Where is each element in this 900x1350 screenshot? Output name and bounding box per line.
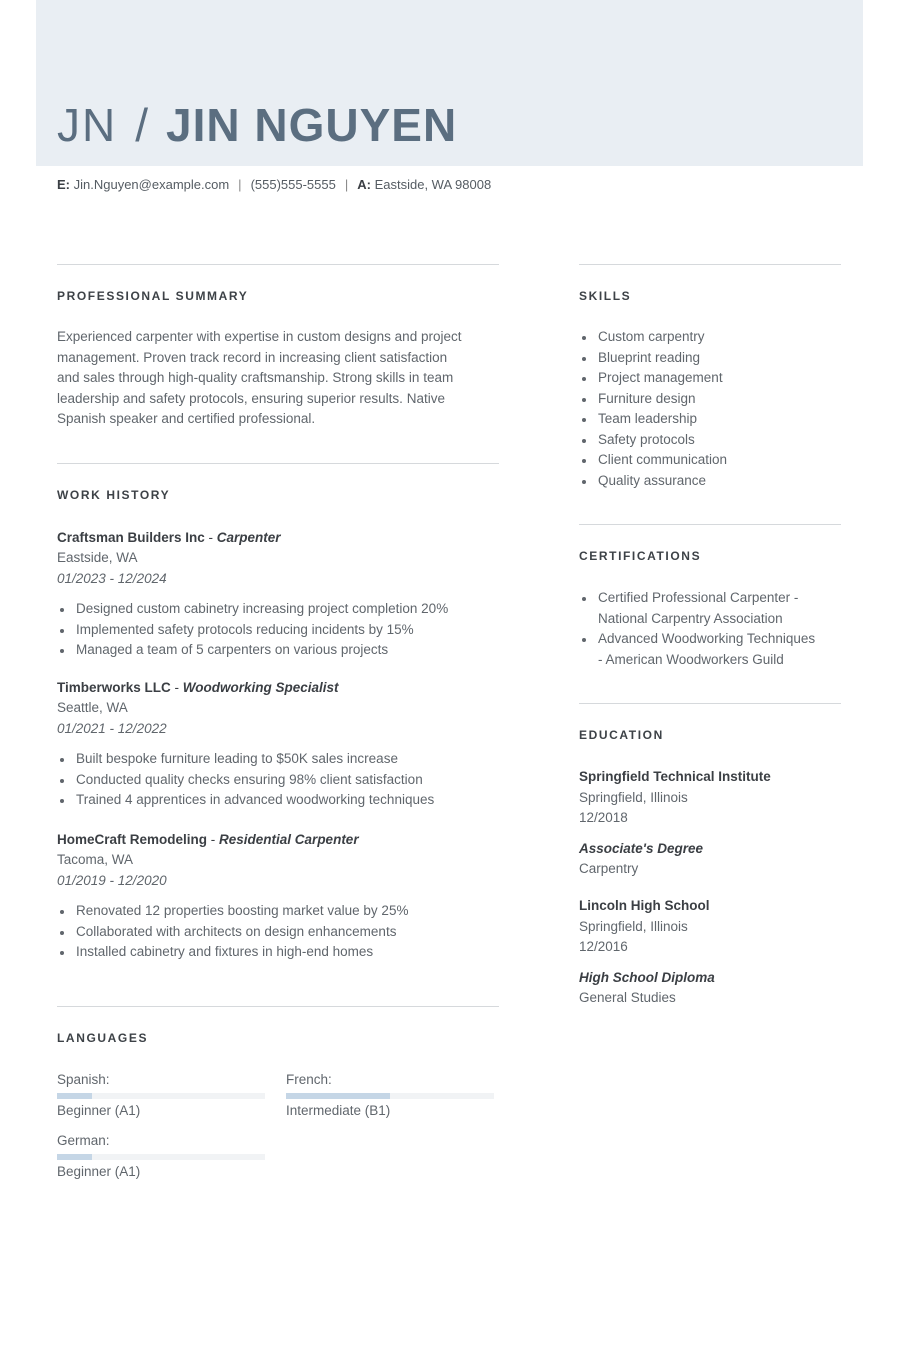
contact-divider: | <box>238 177 242 192</box>
job-dates: 01/2023 - 12/2024 <box>57 570 167 586</box>
job-bullets <box>57 901 497 963</box>
skills-title: SKILLS <box>579 289 632 303</box>
education-title: EDUCATION <box>579 728 664 742</box>
job-company: Timberworks LLC <box>57 680 171 695</box>
job-dash: - <box>207 832 220 847</box>
job-bullets <box>57 749 497 811</box>
language-level: Beginner (A1) <box>57 1103 141 1118</box>
language-entry <box>286 1070 494 1121</box>
email-link[interactable]: Jin.Nguyen@example.com <box>73 177 230 192</box>
name-initials: JN <box>57 99 118 151</box>
job-bullets <box>57 599 497 661</box>
summary-title: PROFESSIONAL SUMMARY <box>57 289 249 303</box>
list-item: Blueprint reading <box>579 348 849 369</box>
language-proficiency-fill <box>57 1154 92 1160</box>
list-item: Managed a team of 5 carpenters on various projects <box>57 640 497 661</box>
list-item <box>579 629 849 670</box>
list-item: Team leadership <box>579 409 849 430</box>
summary-line: management. Proven track record in increasing client satisfaction <box>57 349 448 365</box>
job-title-line <box>57 830 497 850</box>
education-entry <box>579 896 849 1009</box>
job-company: Craftsman Builders Inc <box>57 530 205 545</box>
language-entry <box>57 1070 265 1121</box>
email-label: E: <box>57 177 70 192</box>
job-dates: 01/2021 - 12/2022 <box>57 720 167 736</box>
list-item: Built bespoke furniture leading to $50K sales increase <box>57 749 497 770</box>
divider <box>579 524 841 525</box>
graduation-date: 12/2016 <box>579 939 628 954</box>
language-proficiency-fill <box>57 1093 92 1099</box>
education-entry <box>579 767 849 880</box>
summary-line: Experienced carpenter with expertise in custom designs and project <box>57 329 462 344</box>
divider <box>57 463 499 464</box>
job-dates: 01/2019 - 12/2020 <box>57 872 167 888</box>
school-location: Springfield, Illinois <box>579 918 688 934</box>
contact-divider: | <box>344 177 349 192</box>
summary-line: leadership and safety protocols, ensuring superior results. Native <box>57 390 445 406</box>
job-entry <box>57 678 497 811</box>
language-proficiency-fill <box>286 1093 390 1099</box>
list-item: Collaborated with architects on design enhancements <box>57 922 497 943</box>
language-proficiency-bar <box>286 1093 494 1099</box>
address-label: A: <box>357 177 371 192</box>
summary-line: Spanish speaker and certified professional. <box>57 411 316 426</box>
list-item: Furniture design <box>579 389 849 410</box>
languages-title: LANGUAGES <box>57 1031 149 1045</box>
cert-line: National Carpentry Association <box>598 610 783 626</box>
divider <box>579 264 841 265</box>
degree-field: Carpentry <box>579 861 639 876</box>
job-title-line <box>57 678 497 698</box>
job-location: Eastside, WA <box>57 550 138 565</box>
address-text: Eastside, WA 98008 <box>374 177 492 192</box>
certifications-list <box>579 588 849 670</box>
job-location: Tacoma, WA <box>57 852 134 867</box>
certifications-title: CERTIFICATIONS <box>579 549 702 563</box>
list-item <box>579 588 849 629</box>
language-name: German: <box>57 1133 110 1148</box>
language-proficiency-bar <box>57 1154 265 1160</box>
name-heading <box>57 96 457 156</box>
job-title-line <box>57 528 497 548</box>
name-separator: / <box>135 99 149 151</box>
degree-name: Associate's Degree <box>579 840 704 856</box>
summary-text <box>57 327 507 430</box>
list-item: Trained 4 apprentices in advanced woodworking techniques <box>57 790 497 811</box>
language-entry <box>57 1131 265 1182</box>
divider <box>57 1006 499 1007</box>
job-dash: - <box>204 530 217 545</box>
job-location: Seattle, WA <box>57 700 128 715</box>
language-proficiency-bar <box>57 1093 265 1099</box>
contact-line <box>57 177 491 192</box>
cert-line: Advanced Woodworking Techniques <box>598 631 816 646</box>
list-item: Custom carpentry <box>579 327 849 348</box>
divider <box>57 264 499 265</box>
phone-number[interactable]: (555)555-5555 <box>250 177 336 192</box>
job-role: Woodworking Specialist <box>182 680 339 695</box>
school-name: Springfield Technical Institute <box>579 769 771 784</box>
divider <box>579 703 841 704</box>
job-company: HomeCraft Remodeling <box>57 832 208 847</box>
job-entry <box>57 528 497 661</box>
degree-name: High School Diploma <box>579 969 715 985</box>
list-item: Safety protocols <box>579 430 849 451</box>
degree-field: General Studies <box>579 990 676 1005</box>
list-item: Project management <box>579 368 849 389</box>
cert-line: - American Woodworkers Guild <box>598 651 784 667</box>
full-name: JIN NGUYEN <box>166 99 458 151</box>
language-level: Intermediate (B1) <box>286 1103 391 1118</box>
list-item: Installed cabinetry and fixtures in high-end homes <box>57 942 497 963</box>
school-name: Lincoln High School <box>579 898 710 913</box>
job-dash: - <box>170 680 183 695</box>
job-role: Carpenter <box>216 530 281 545</box>
cert-line: Certified Professional Carpenter - <box>598 590 799 605</box>
language-name: Spanish: <box>57 1072 110 1087</box>
work-history-title: WORK HISTORY <box>57 488 171 502</box>
job-entry <box>57 830 497 963</box>
job-role: Residential Carpenter <box>219 832 359 847</box>
language-name: French: <box>286 1072 332 1087</box>
list-item: Client communication <box>579 450 849 471</box>
list-item: Designed custom cabinetry increasing project completion 20% <box>57 599 497 620</box>
graduation-date: 12/2018 <box>579 810 628 825</box>
language-level: Beginner (A1) <box>57 1164 141 1179</box>
list-item: Conducted quality checks ensuring 98% client satisfaction <box>57 770 497 791</box>
list-item: Quality assurance <box>579 471 849 492</box>
list-item: Renovated 12 properties boosting market value by 25% <box>57 901 497 922</box>
school-location: Springfield, Illinois <box>579 789 688 805</box>
summary-line: and sales through high-quality craftsmanship. Strong skills in team <box>57 370 454 385</box>
skills-list <box>579 327 849 491</box>
list-item: Implemented safety protocols reducing incidents by 15% <box>57 620 497 641</box>
